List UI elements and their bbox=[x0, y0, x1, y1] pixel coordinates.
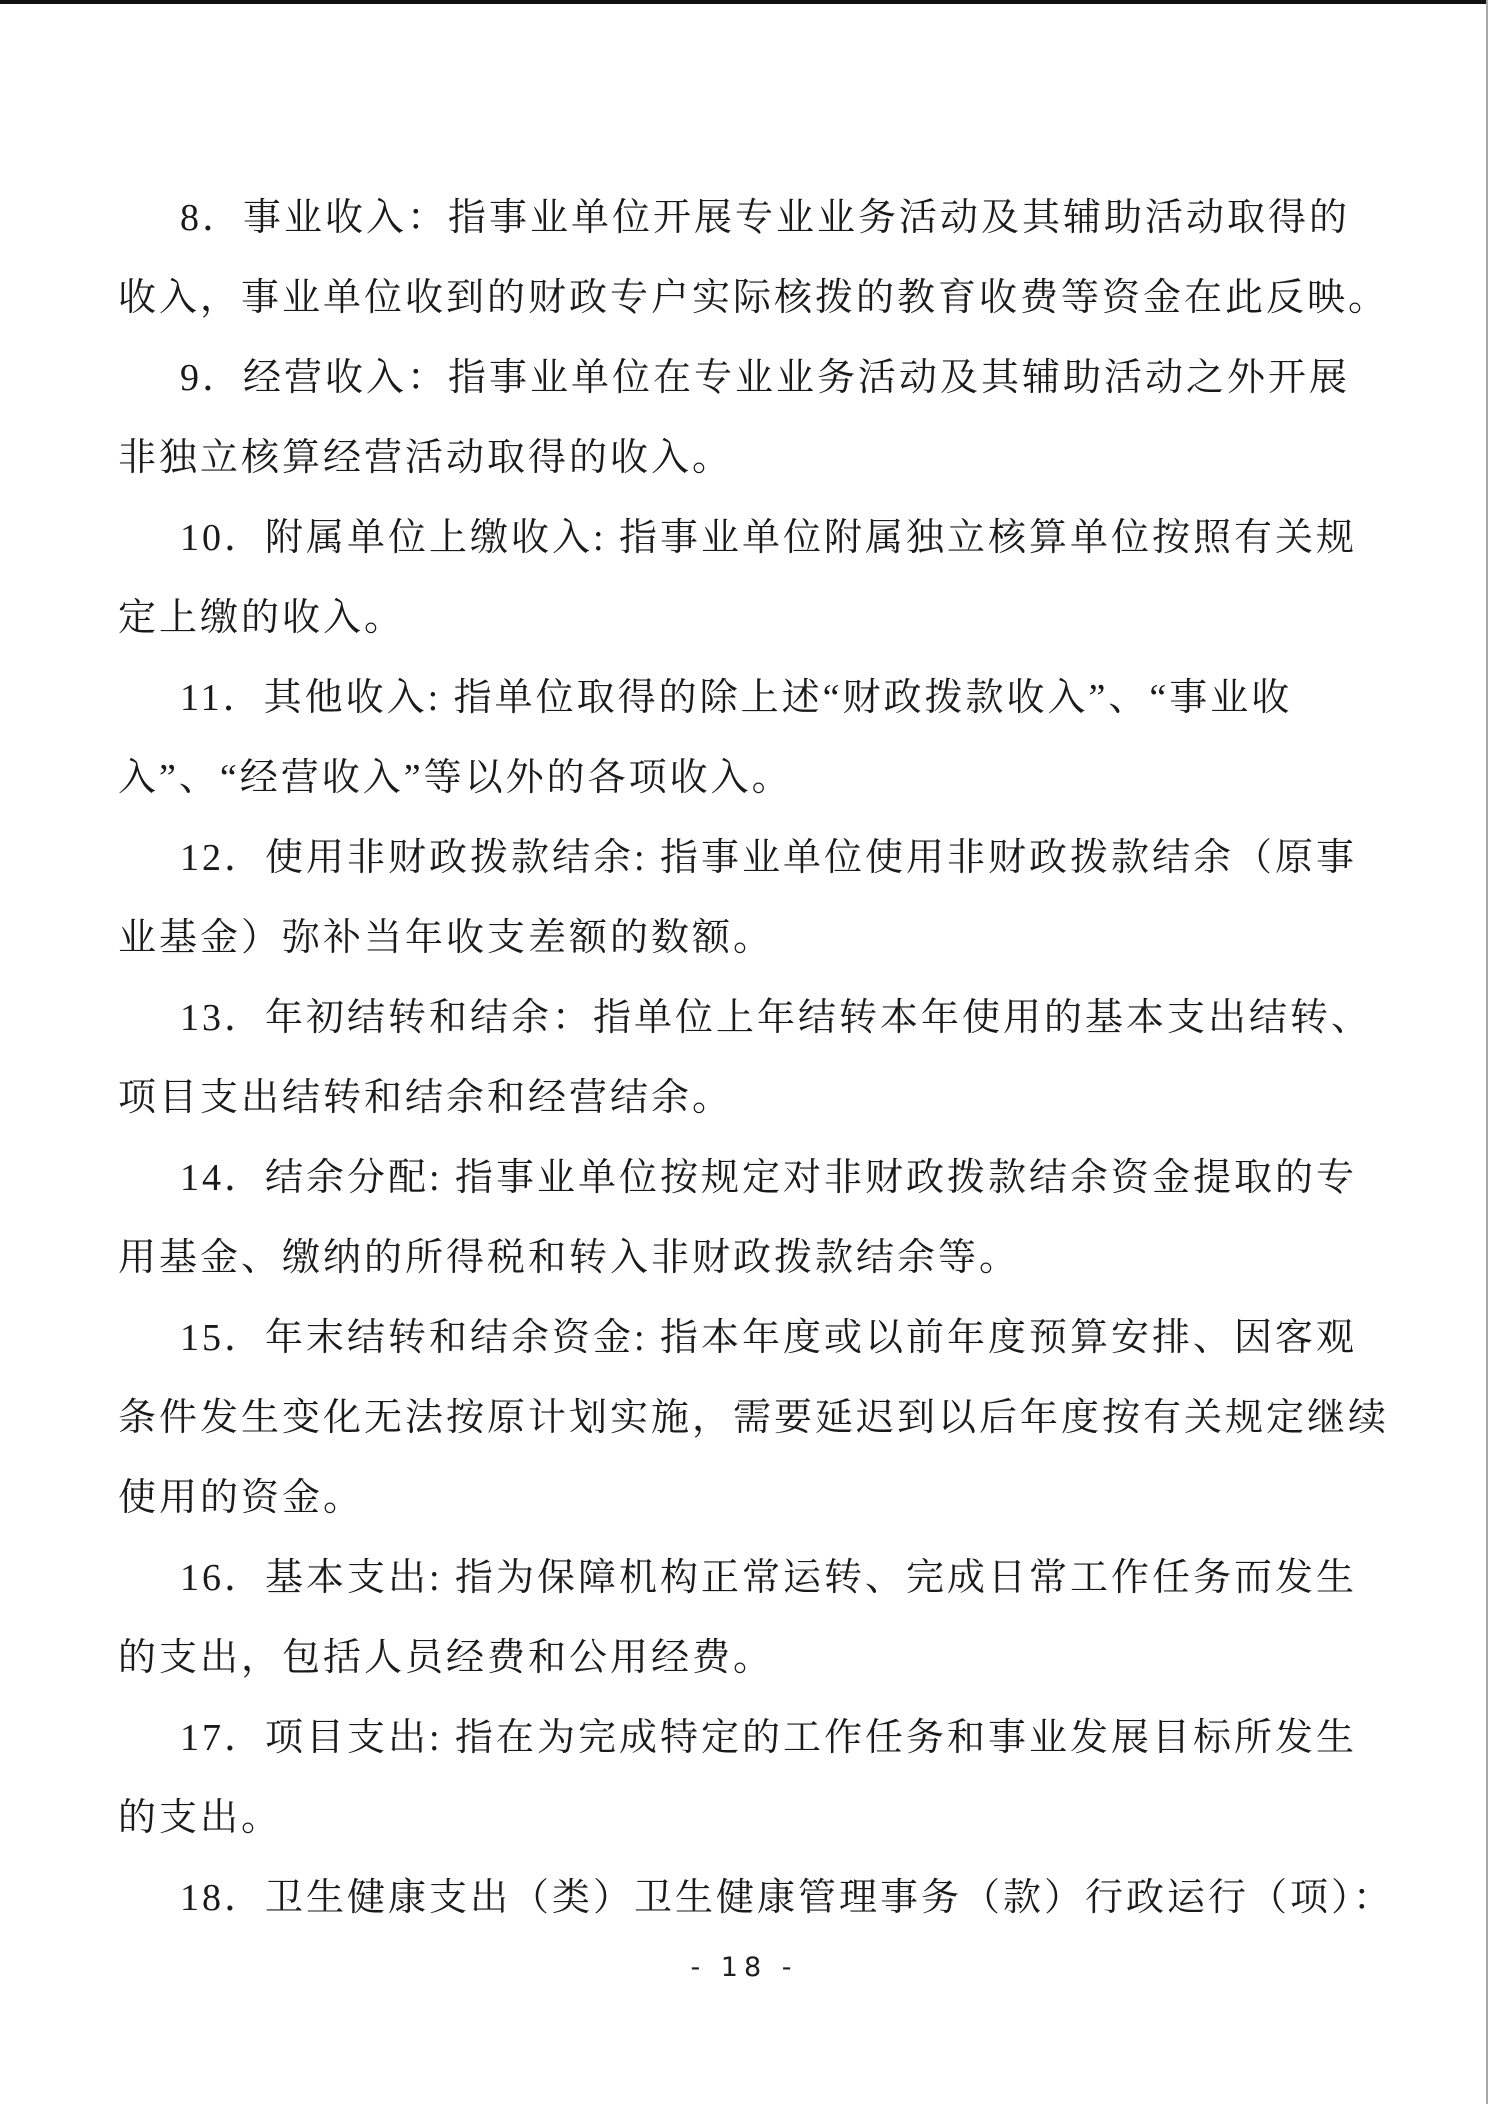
document-line: 定上缴的收入。 bbox=[118, 597, 406, 639]
document-line: 8．事业收入：指事业单位开展专业业务活动及其辅助活动取得的 bbox=[180, 197, 1351, 239]
scan-edge-artifact bbox=[0, 0, 1488, 4]
document-line: 10．附属单位上缴收入: 指事业单位附属独立核算单位按照有关规 bbox=[180, 517, 1358, 559]
document-line: 16．基本支出: 指为保障机构正常运转、完成日常工作任务而发生 bbox=[180, 1557, 1358, 1599]
document-line: 15．年末结转和结余资金: 指本年度或以前年度预算安排、因客观 bbox=[180, 1317, 1358, 1359]
document-line: 入”、“经营收入”等以外的各项收入。 bbox=[118, 757, 793, 799]
document-body bbox=[118, 178, 1395, 1938]
page-number: - 18 - bbox=[690, 1952, 798, 1983]
document-line: 业基金）弥补当年收支差额的数额。 bbox=[118, 917, 775, 959]
document-line: 12．使用非财政拨款结余: 指事业单位使用非财政拨款结余（原事 bbox=[180, 837, 1358, 879]
document-line: 条件发生变化无法按原计划实施，需要延迟到以后年度按有关规定继续 bbox=[118, 1397, 1390, 1439]
document-line: 使用的资金。 bbox=[118, 1477, 365, 1519]
document-line: 收入，事业单位收到的财政专户实际核拨的教育收费等资金在此反映。 bbox=[118, 277, 1390, 319]
document-line: 项目支出结转和结余和经营结余。 bbox=[118, 1077, 734, 1119]
document-line: 9．经营收入：指事业单位在专业业务活动及其辅助活动之外开展 bbox=[180, 357, 1351, 399]
document-line: 14．结余分配: 指事业单位按规定对非财政拨款结余资金提取的专 bbox=[180, 1157, 1358, 1199]
document-line: 的支出，包括人员经费和公用经费。 bbox=[118, 1637, 775, 1679]
document-line: 11．其他收入: 指单位取得的除上述“财政拨款收入”、“事业收 bbox=[180, 677, 1293, 719]
document-line: 17．项目支出: 指在为完成特定的工作任务和事业发展目标所发生 bbox=[180, 1717, 1358, 1759]
document-line: 13．年初结转和结余：指单位上年结转本年使用的基本支出结转、 bbox=[180, 997, 1373, 1039]
document-line: 18．卫生健康支出（类）卫生健康管理事务（款）行政运行（项）： bbox=[180, 1877, 1395, 1919]
document-line: 用基金、缴纳的所得税和转入非财政拨款结余等。 bbox=[118, 1237, 1021, 1279]
document-line: 的支出。 bbox=[118, 1797, 283, 1839]
document-line: 非独立核算经营活动取得的收入。 bbox=[118, 437, 734, 479]
